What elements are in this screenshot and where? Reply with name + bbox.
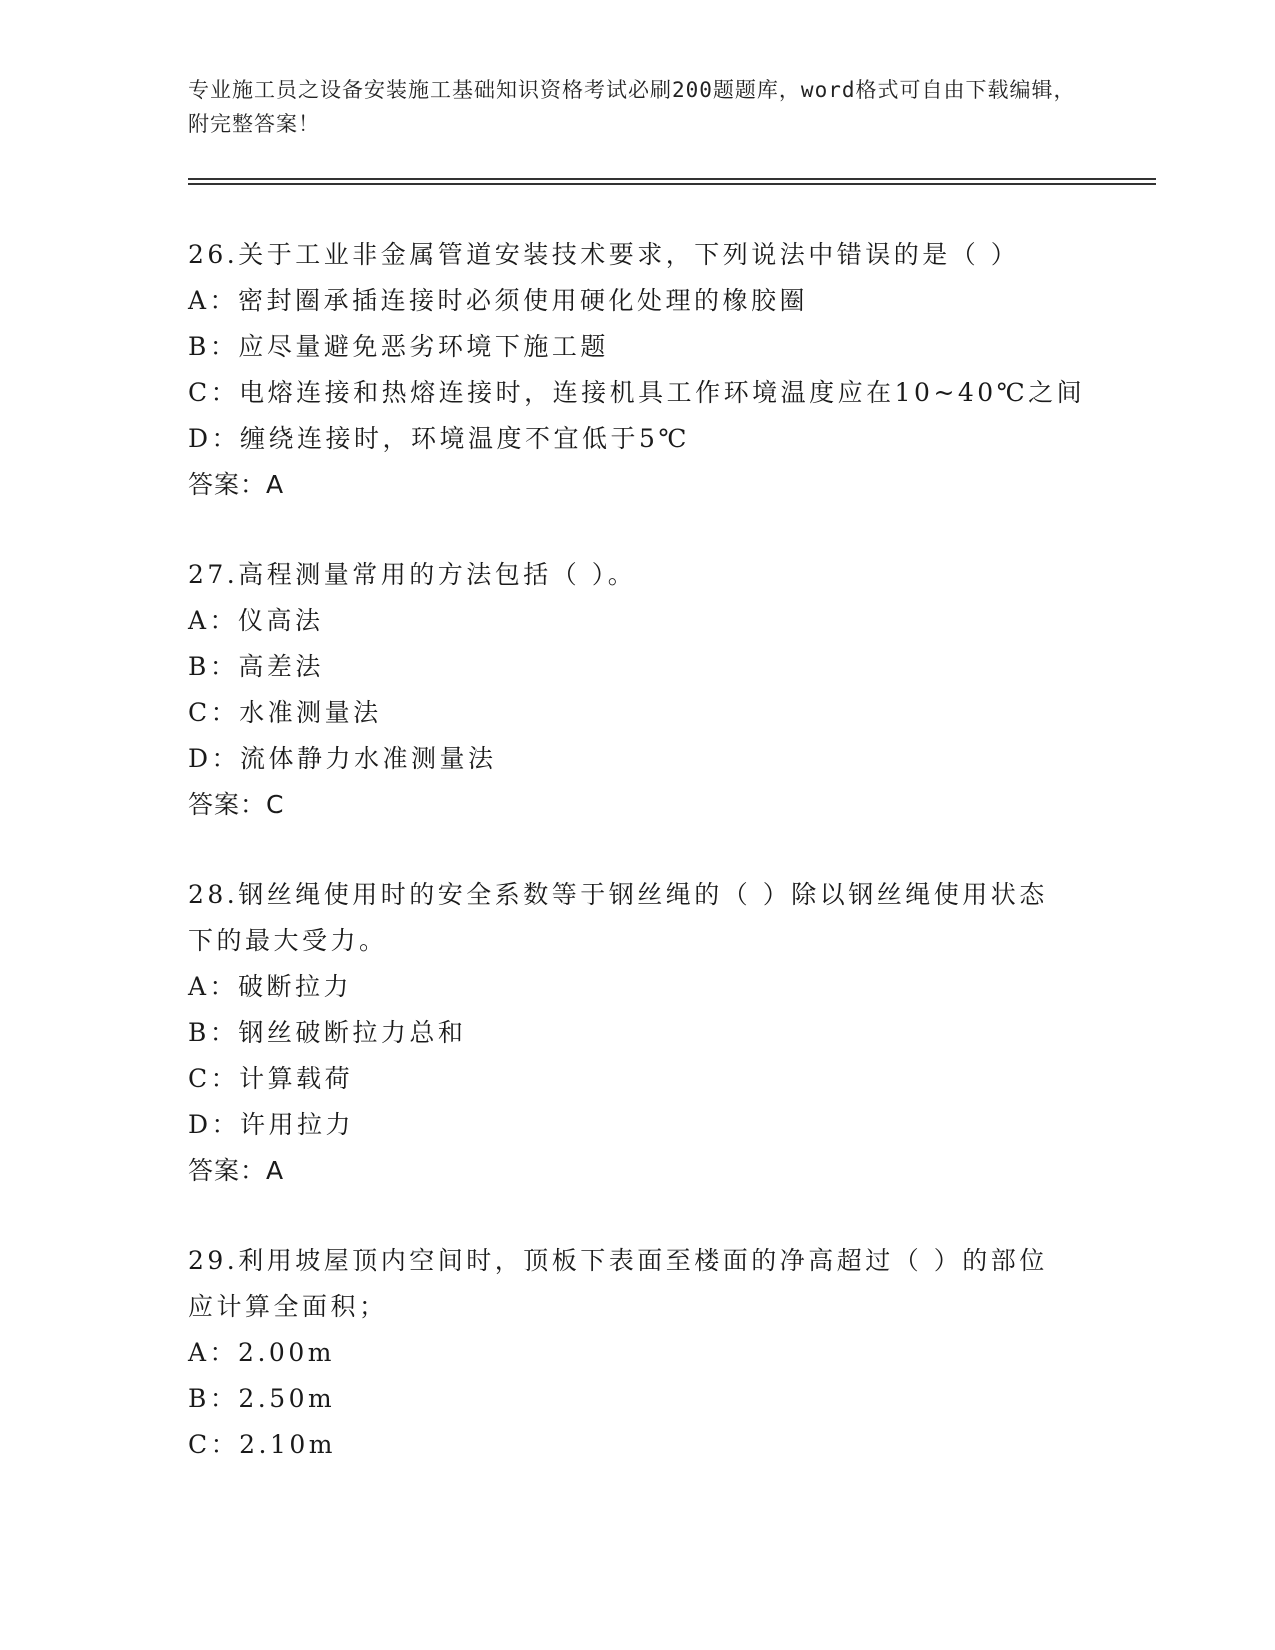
document-header-title: 专业施工员之设备安装施工基础知识资格考试必刷200题题库，word格式可自由下载编辑，附完整答案！ (188, 78, 1076, 136)
question-26 (188, 232, 1086, 508)
answer: 答案：A (188, 1156, 285, 1185)
question-29 (188, 1238, 1068, 1468)
option-d: D：流体静力水准测量法 (188, 744, 497, 773)
answer: 答案：A (188, 470, 285, 499)
question-28 (188, 872, 1068, 1194)
option-c: C：计算载荷 (188, 1064, 354, 1093)
option-a: A：密封圈承插连接时必须使用硬化处理的橡胶圈 (188, 286, 809, 315)
option-c: C：电熔连接和热熔连接时，连接机具工作环境温度应在10~40℃之间 (188, 378, 1086, 407)
question-stem: 28.钢丝绳使用时的安全系数等于钢丝绳的（ ）除以钢丝绳使用状态下的最大受力。 (188, 880, 1048, 955)
option-d: D：许用拉力 (188, 1110, 355, 1139)
option-a: A：破断拉力 (188, 972, 353, 1001)
option-d: D：缠绕连接时，环境温度不宜低于5℃ (188, 424, 690, 453)
option-b: B：应尽量避免恶劣环境下施工题 (188, 332, 609, 361)
question-stem: 27.高程测量常用的方法包括（ ）。 (188, 560, 637, 589)
option-a: A：2.00m (188, 1338, 335, 1367)
header-divider-top (188, 178, 1156, 180)
header-divider-bottom (188, 183, 1156, 185)
question-stem: 29.利用坡屋顶内空间时，顶板下表面至楼面的净高超过（ ）的部位应计算全面积； (188, 1246, 1048, 1321)
option-c: C：2.10m (188, 1430, 336, 1459)
question-27 (188, 552, 1068, 828)
option-b: B：钢丝破断拉力总和 (188, 1018, 467, 1047)
answer: 答案：C (188, 790, 285, 819)
option-a: A：仪高法 (188, 606, 324, 635)
option-c: C：水准测量法 (188, 698, 382, 727)
option-b: B：2.50m (188, 1384, 336, 1413)
option-b: B：高差法 (188, 652, 324, 681)
question-stem: 26.关于工业非金属管道安装技术要求，下列说法中错误的是（ ） (188, 240, 1020, 269)
